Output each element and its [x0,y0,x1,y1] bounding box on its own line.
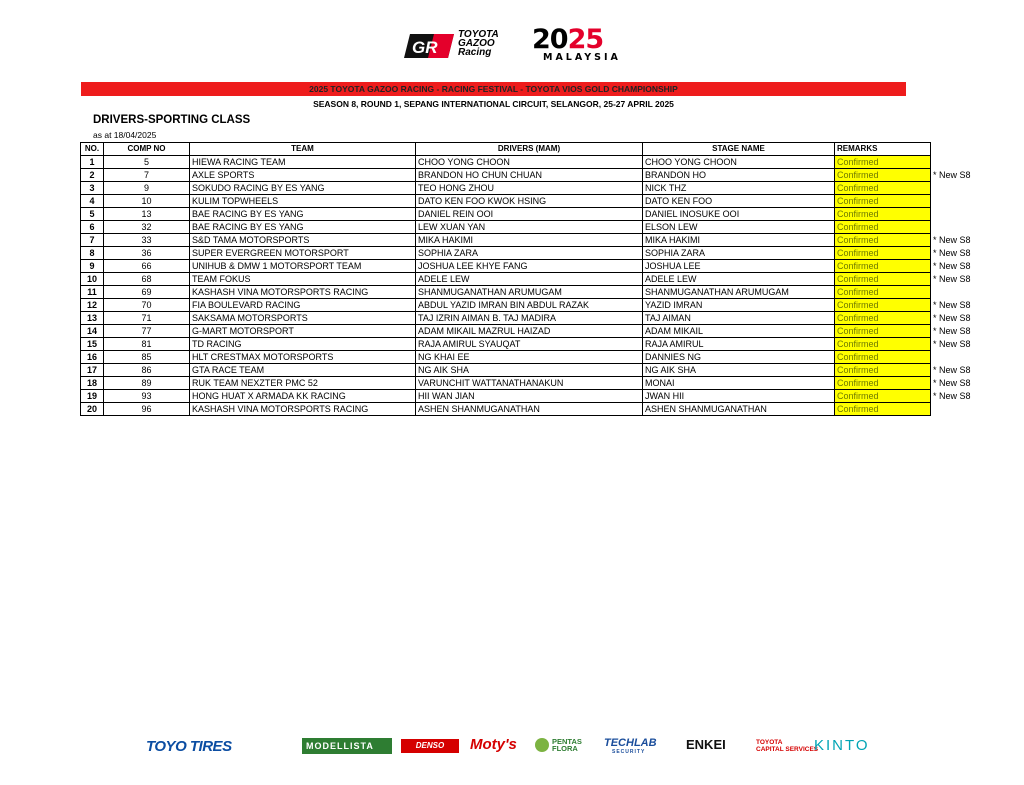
cell-driver: TEO HONG ZHOU [416,182,643,195]
column-header-comp-no: COMP NO [104,143,190,156]
cell-stage-name: NICK THZ [643,182,835,195]
cell-remarks: Confirmed [835,221,931,234]
cell-driver: VARUNCHIT WATTANATHANAKUN [416,377,643,390]
cell-no: 7 [81,234,104,247]
cell-no: 17 [81,364,104,377]
table-row [81,169,984,182]
country-label: MALAYSIA [543,52,621,63]
cell-note: * New S8 [933,339,971,349]
cell-comp-no: 77 [104,325,190,338]
table-row [81,338,984,351]
cell-note [931,182,984,195]
cell-note: * New S8 [933,248,971,258]
cell-note [931,208,984,221]
column-header-note [931,143,984,156]
cell-no: 5 [81,208,104,221]
cell-no: 9 [81,260,104,273]
table-row [81,156,984,169]
as-at-date: as at 18/04/2025 [93,130,157,140]
cell-team: SAKSAMA MOTORSPORTS [190,312,416,325]
cell-no: 4 [81,195,104,208]
cell-remarks: Confirmed [835,338,931,351]
cell-remarks: Confirmed [835,156,931,169]
column-header-remarks: REMARKS [835,143,931,156]
cell-team: G-MART MOTORSPORT [190,325,416,338]
cell-comp-no: 70 [104,299,190,312]
cell-note: * New S8 [933,261,971,271]
table-row [81,195,984,208]
sponsor-strip [146,736,886,758]
cell-remarks: Confirmed [835,403,931,416]
column-header-no: NO. [81,143,104,156]
cell-stage-name: RAJA AMIRUL [643,338,835,351]
cell-team: RUK TEAM NEXZTER PMC 52 [190,377,416,390]
cell-note: * New S8 [933,313,971,323]
cell-team: GTA RACE TEAM [190,364,416,377]
cell-remarks: Confirmed [835,247,931,260]
table-row [81,208,984,221]
cell-remarks: Confirmed [835,325,931,338]
cell-remarks: Confirmed [835,377,931,390]
sponsor-toyota-capital: TOYOTA CAPITAL SERVICES [756,739,819,753]
cell-comp-no: 10 [104,195,190,208]
svg-text:GR: GR [412,38,438,57]
cell-note [931,403,984,416]
cell-stage-name: ELSON LEW [643,221,835,234]
cell-team: TEAM FOKUS [190,273,416,286]
cell-team: SOKUDO RACING BY ES YANG [190,182,416,195]
cell-remarks: Confirmed [835,169,931,182]
table-row [81,286,984,299]
cell-note: * New S8 [933,391,971,401]
cell-driver: ASHEN SHANMUGANATHAN [416,403,643,416]
cell-remarks: Confirmed [835,195,931,208]
cell-stage-name: YAZID IMRAN [643,299,835,312]
cell-team: SUPER EVERGREEN MOTORSPORT [190,247,416,260]
cell-stage-name: DATO KEN FOO [643,195,835,208]
cell-comp-no: 66 [104,260,190,273]
cell-driver: ABDUL YAZID IMRAN BIN ABDUL RAZAK [416,299,643,312]
sponsor-techlab: TECHLAB [604,737,657,749]
cell-remarks: Confirmed [835,286,931,299]
cell-driver: JOSHUA LEE KHYE FANG [416,260,643,273]
cell-team: UNIHUB & DMW 1 MOTORSPORT TEAM [190,260,416,273]
table-row [81,182,984,195]
event-subtitle: SEASON 8, ROUND 1, SEPANG INTERNATIONAL CIRCUIT, SELANGOR, 25-27 APRIL 2025 [313,99,674,109]
cell-note [931,221,984,234]
cell-remarks: Confirmed [835,234,931,247]
table-row [81,325,984,338]
cell-comp-no: 68 [104,273,190,286]
cell-note: * New S8 [933,300,971,310]
column-header-stage-name: STAGE NAME [643,143,835,156]
column-header-drivers: DRIVERS (MAM) [416,143,643,156]
cell-comp-no: 86 [104,364,190,377]
cell-remarks: Confirmed [835,312,931,325]
sponsor-techlab-sub: SECURITY [612,749,646,755]
table-row [81,221,984,234]
year-logo: 2025 [532,24,604,55]
table-row [81,377,984,390]
cell-team: HIEWA RACING TEAM [190,156,416,169]
cell-comp-no: 13 [104,208,190,221]
cell-no: 6 [81,221,104,234]
table-row [81,390,984,403]
table-row [81,299,984,312]
sponsor-pentas-flora: PENTAS FLORA [552,737,582,753]
cell-driver: DATO KEN FOO KWOK HSING [416,195,643,208]
cell-team: KULIM TOPWHEELS [190,195,416,208]
gr-logo-icon [404,32,456,60]
cell-driver: TAJ IZRIN AIMAN B. TAJ MADIRA [416,312,643,325]
cell-team: S&D TAMA MOTORSPORTS [190,234,416,247]
cell-no: 13 [81,312,104,325]
gr-logo-text: TOYOTA GAZOO Racing [458,29,499,58]
column-header-team: TEAM [190,143,416,156]
cell-remarks: Confirmed [835,208,931,221]
sponsor-modellista: MODELLISTA [302,738,392,754]
cell-note: * New S8 [933,378,971,388]
cell-stage-name: ASHEN SHANMUGANATHAN [643,403,835,416]
cell-note [931,156,984,169]
sponsor-denso: DENSO [401,739,459,753]
cell-no: 8 [81,247,104,260]
header-logo [404,26,624,66]
cell-driver: CHOO YONG CHOON [416,156,643,169]
cell-comp-no: 93 [104,390,190,403]
cell-comp-no: 7 [104,169,190,182]
cell-remarks: Confirmed [835,260,931,273]
pentas-flora-icon [535,738,549,752]
cell-comp-no: 81 [104,338,190,351]
cell-driver: RAJA AMIRUL SYAUQAT [416,338,643,351]
cell-comp-no: 89 [104,377,190,390]
cell-driver: HII WAN JIAN [416,390,643,403]
cell-stage-name: SHANMUGANATHAN ARUMUGAM [643,286,835,299]
cell-no: 2 [81,169,104,182]
cell-comp-no: 33 [104,234,190,247]
cell-team: BAE RACING BY ES YANG [190,221,416,234]
table-row [81,351,984,364]
cell-note: * New S8 [933,326,971,336]
cell-note: * New S8 [933,235,971,245]
cell-note [931,286,984,299]
cell-driver: SHANMUGANATHAN ARUMUGAM [416,286,643,299]
cell-note: * New S8 [933,365,971,375]
cell-stage-name: CHOO YONG CHOON [643,156,835,169]
cell-stage-name: ADELE LEW [643,273,835,286]
cell-no: 12 [81,299,104,312]
cell-no: 16 [81,351,104,364]
cell-stage-name: SOPHIA ZARA [643,247,835,260]
table-row [81,247,984,260]
cell-remarks: Confirmed [835,364,931,377]
cell-note [931,351,984,364]
cell-remarks: Confirmed [835,273,931,286]
cell-driver: SOPHIA ZARA [416,247,643,260]
event-title-bar: 2025 TOYOTA GAZOO RACING - RACING FESTIVAL - TOYOTA VIOS GOLD CHAMPIONSHIP [81,82,906,96]
cell-driver: ADAM MIKAIL MAZRUL HAIZAD [416,325,643,338]
cell-comp-no: 71 [104,312,190,325]
cell-driver: BRANDON HO CHUN CHUAN [416,169,643,182]
cell-no: 11 [81,286,104,299]
cell-comp-no: 85 [104,351,190,364]
cell-no: 1 [81,156,104,169]
sponsor-motys: Moty's [470,736,517,753]
sponsor-kinto: KINTO [814,737,870,754]
cell-team: AXLE SPORTS [190,169,416,182]
cell-no: 10 [81,273,104,286]
cell-remarks: Confirmed [835,390,931,403]
cell-comp-no: 69 [104,286,190,299]
cell-remarks: Confirmed [835,182,931,195]
class-title: DRIVERS-SPORTING CLASS [93,114,251,126]
cell-no: 15 [81,338,104,351]
cell-note: * New S8 [933,170,971,180]
cell-driver: DANIEL REIN OOI [416,208,643,221]
cell-driver: MIKA HAKIMI [416,234,643,247]
cell-no: 19 [81,390,104,403]
cell-team: HONG HUAT X ARMADA KK RACING [190,390,416,403]
cell-comp-no: 36 [104,247,190,260]
cell-team: KASHASH VINA MOTORSPORTS RACING [190,403,416,416]
cell-driver: NG AIK SHA [416,364,643,377]
cell-stage-name: MONAI [643,377,835,390]
cell-team: TD RACING [190,338,416,351]
table-row [81,234,984,247]
cell-team: FIA BOULEVARD RACING [190,299,416,312]
sponsor-enkei: ENKEI [686,737,726,752]
cell-stage-name: DANNIES NG [643,351,835,364]
cell-stage-name: DANIEL INOSUKE OOI [643,208,835,221]
cell-note [931,195,984,208]
cell-stage-name: MIKA HAKIMI [643,234,835,247]
cell-comp-no: 32 [104,221,190,234]
cell-driver: NG KHAI EE [416,351,643,364]
cell-no: 14 [81,325,104,338]
table-row [81,403,984,416]
sponsor-toyo-tires: TOYO TIRES [146,738,232,755]
cell-remarks: Confirmed [835,351,931,364]
cell-team: BAE RACING BY ES YANG [190,208,416,221]
cell-comp-no: 5 [104,156,190,169]
cell-note: * New S8 [933,274,971,284]
cell-team: KASHASH VINA MOTORSPORTS RACING [190,286,416,299]
cell-stage-name: ADAM MIKAIL [643,325,835,338]
cell-driver: ADELE LEW [416,273,643,286]
cell-stage-name: JOSHUA LEE [643,260,835,273]
table-row [81,364,984,377]
cell-no: 18 [81,377,104,390]
table-row [81,273,984,286]
cell-no: 20 [81,403,104,416]
cell-stage-name: BRANDON HO [643,169,835,182]
entry-list-table [80,142,984,416]
cell-driver: LEW XUAN YAN [416,221,643,234]
cell-remarks: Confirmed [835,299,931,312]
table-row [81,312,984,325]
cell-no: 3 [81,182,104,195]
cell-stage-name: NG AIK SHA [643,364,835,377]
cell-comp-no: 9 [104,182,190,195]
table-row [81,260,984,273]
cell-comp-no: 96 [104,403,190,416]
cell-stage-name: JWAN HII [643,390,835,403]
cell-team: HLT CRESTMAX MOTORSPORTS [190,351,416,364]
cell-stage-name: TAJ AIMAN [643,312,835,325]
table-header-row [81,143,984,156]
